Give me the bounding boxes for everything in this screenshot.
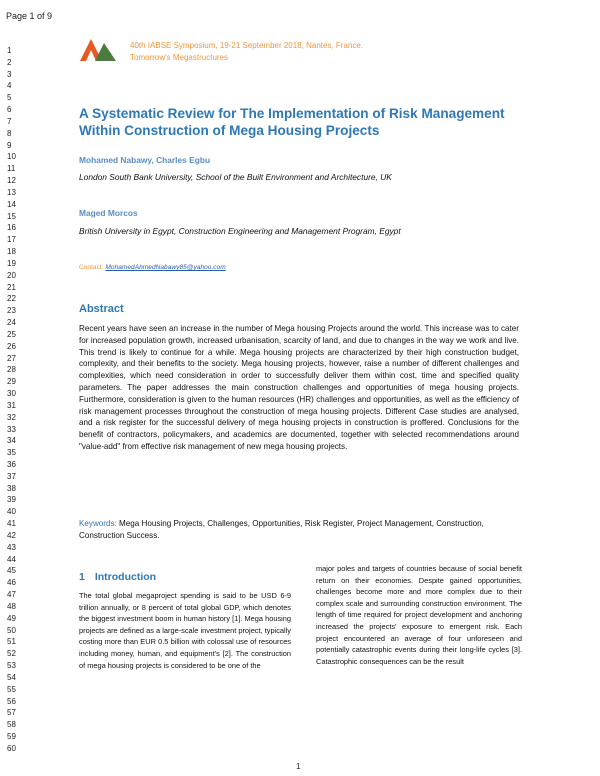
line-number: 51 <box>7 637 16 647</box>
keywords-text: Mega Housing Projects, Challenges, Opportunities, Risk Register, Project Management, Construction, Construction Success. <box>79 519 484 540</box>
line-numbers <box>7 45 27 755</box>
page-number: 1 <box>296 762 301 771</box>
contact-label: Contact: <box>79 264 104 271</box>
line-number: 36 <box>7 459 16 469</box>
line-number: 20 <box>7 270 16 280</box>
abstract-heading: Abstract <box>79 303 124 315</box>
keywords <box>79 518 519 542</box>
section-title: Introduction <box>94 571 157 583</box>
line-number: 17 <box>7 235 16 245</box>
line-number: 58 <box>7 720 16 730</box>
line-number: 11 <box>7 164 16 174</box>
line-number: 9 <box>7 140 12 150</box>
section-heading-introduction <box>79 571 156 583</box>
section-number: 1 <box>79 571 85 583</box>
line-number: 33 <box>7 424 16 434</box>
line-number: 40 <box>7 507 16 517</box>
conference-name: 40th IABSE Symposium, 19-21 September 2018, Nantes, France. <box>130 41 364 50</box>
line-number: 34 <box>7 436 16 446</box>
line-number: 6 <box>7 105 12 115</box>
intro-right-column: major poles and targets of countries because of social benefit return on their economies. Despite gained opportunities, challenges become more and more complex due to their complex scale and surrounding construction environment. The length of time required for project development and anchoring increased the projects' exposure to emergent risk. Each project encountered an average of four unforeseen and potentially catastrophic events during their long-life cycles [3]. Catastrophic consequences can be the result <box>316 564 522 666</box>
line-number: 35 <box>7 448 16 458</box>
page-count: Page 1 of 9 <box>6 11 53 21</box>
line-number: 39 <box>7 495 16 505</box>
line-number: 19 <box>7 258 16 268</box>
line-number: 43 <box>7 542 16 552</box>
line-number: 10 <box>7 152 16 162</box>
conference-subtitle: Tomorrow's Megastructures <box>130 53 228 62</box>
line-number: 42 <box>7 530 16 540</box>
line-number: 25 <box>7 329 16 339</box>
line-number: 21 <box>7 282 16 292</box>
conference-header <box>130 40 363 64</box>
iabse-logo <box>80 39 116 61</box>
line-number: 38 <box>7 483 16 493</box>
line-number: 30 <box>7 389 16 399</box>
line-number: 37 <box>7 471 16 481</box>
authors-secondary: Maged Morcos <box>79 208 138 218</box>
line-number: 32 <box>7 412 16 422</box>
line-number: 46 <box>7 578 16 588</box>
line-number: 16 <box>7 223 16 233</box>
line-number: 48 <box>7 601 16 611</box>
line-number: 12 <box>7 176 16 186</box>
affiliation-secondary: British University in Egypt, Construction Engineering and Management Program, Egypt <box>79 226 401 236</box>
line-number: 49 <box>7 613 16 623</box>
abstract-text: Recent years have seen an increase in the number of Mega housing Projects around the world. This increase was to cater for increased population growth, increased urbanisation, scarcity of land, and due to changes in the way we work and live. This trend is likely to continue for a while. Mega housing projects are characterized by their high construction budget, complexity, and their benefits to the society. Mega housing projects, however, raise a number of different challenges and complexities, which need consideration in order to successfully deliver them within cost, time and specified quality parameters. The paper addresses the main construction challenges and opportunities of mega housing projects. Furthermore, consideration is given to the human resources (HR) challenges and opportunities, as well as the efficiency of risk management processes throughout the construction of mega housing projects. Different Case studies are analysed, and a risk register for the successful delivery of mega housing projects in construction is proffered. Conclusions for the benefit of contractors, policymakers, and academics are documented, together with selected recommendations around "value-add" from effective risk management of new mega housing projects. <box>79 324 519 451</box>
line-number: 47 <box>7 590 16 600</box>
line-number: 7 <box>7 116 12 126</box>
paper-title: A Systematic Review for The Implementation of Risk Management Within Construction of Mega Housing Projects <box>79 106 505 138</box>
line-number: 14 <box>7 199 16 209</box>
line-number: 59 <box>7 732 16 742</box>
line-number: 53 <box>7 661 16 671</box>
line-number: 15 <box>7 211 16 221</box>
line-number: 18 <box>7 247 16 257</box>
line-number: 44 <box>7 554 16 564</box>
line-number: 22 <box>7 294 16 304</box>
intro-left-column: The total global megaproject spending is said to be USD 6-9 trillion annually, or 8 percent of total global GDP, which denotes the biggest investment boom in human history [1]. Mega housing projects are defined as a large-scale investment project, typically costing more than EUR 0.5 billion with colossal use of resources including money, human, and equipment's [2]. The construction of mega housing projects is considered to be one of the <box>79 591 291 670</box>
line-number: 52 <box>7 649 16 659</box>
line-number: 27 <box>7 353 16 363</box>
line-number: 56 <box>7 696 16 706</box>
keywords-label: Keywords: <box>79 519 117 528</box>
line-number: 57 <box>7 708 16 718</box>
line-number: 1 <box>7 46 12 55</box>
line-number: 60 <box>7 743 16 753</box>
authors-primary: Mohamed Nabawy, Charles Egbu <box>79 155 211 165</box>
line-number: 23 <box>7 306 16 316</box>
line-number: 55 <box>7 684 16 694</box>
line-number: 2 <box>7 57 12 67</box>
line-number: 8 <box>7 128 12 138</box>
line-number: 24 <box>7 318 16 328</box>
line-number: 5 <box>7 93 12 103</box>
line-number: 29 <box>7 377 16 387</box>
line-number: 4 <box>7 81 12 91</box>
line-number: 26 <box>7 341 16 351</box>
affiliation-primary: London South Bank University, School of the Built Environment and Architecture, UK <box>79 172 392 182</box>
contact-line <box>79 264 226 271</box>
contact-email-link[interactable]: MohamedAhmedNabawy85@yahoo.com <box>105 264 226 271</box>
line-number: 45 <box>7 566 16 576</box>
line-number: 41 <box>7 519 16 529</box>
line-number: 3 <box>7 69 12 79</box>
line-number: 28 <box>7 365 16 375</box>
line-number: 31 <box>7 400 16 410</box>
line-number: 54 <box>7 672 16 682</box>
line-number: 13 <box>7 187 16 197</box>
line-number: 50 <box>7 625 16 635</box>
